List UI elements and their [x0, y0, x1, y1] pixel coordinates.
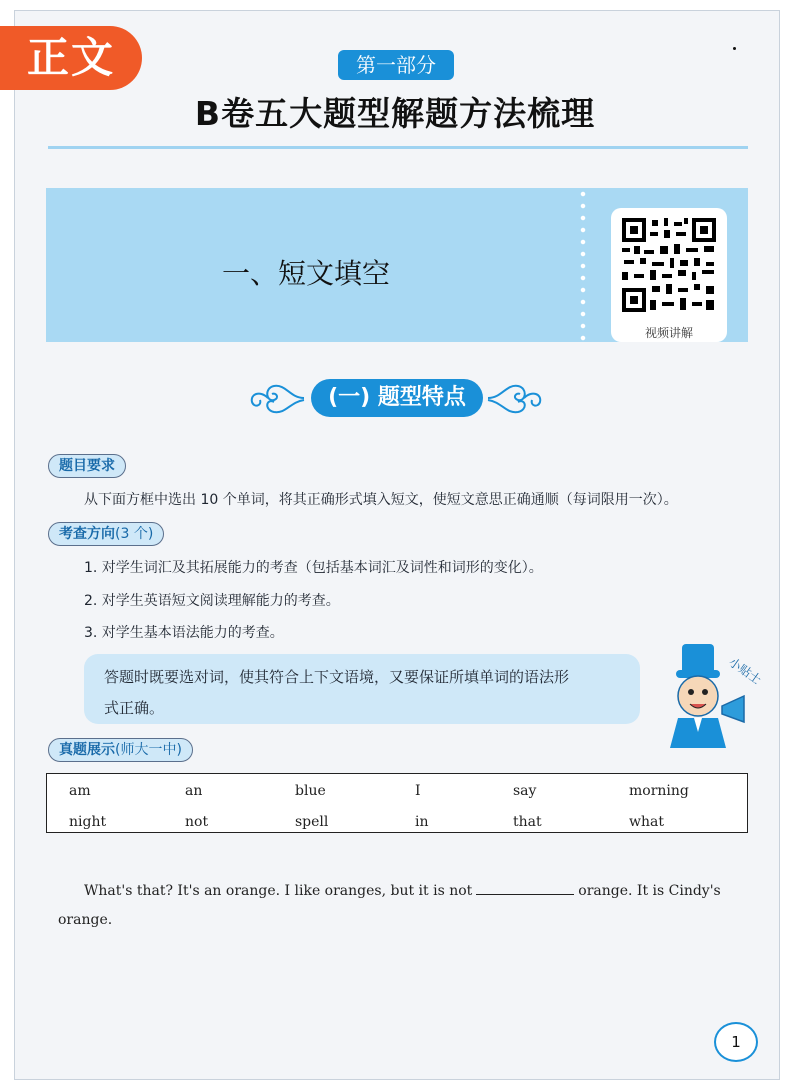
- word-box-item: what: [629, 814, 664, 830]
- mascot-label: 小贴士: [726, 654, 764, 688]
- page-number: 1: [714, 1022, 758, 1062]
- qr-caption: 视频讲解: [644, 326, 693, 340]
- word-box: [46, 773, 748, 833]
- section-title: 一、短文填空: [222, 257, 391, 290]
- qr-card[interactable]: [611, 208, 727, 342]
- word-box-item: am: [69, 783, 91, 799]
- page-title: B卷五大题型解题方法梳理: [194, 94, 596, 133]
- example-label: [48, 738, 193, 762]
- page-dot: [733, 47, 736, 50]
- qr-code-icon: [620, 216, 718, 314]
- banner-dots: [578, 188, 588, 342]
- directions-label-text: 考查方向: [59, 526, 115, 542]
- passage-after-blank: orange. It is Cindy's: [578, 883, 721, 899]
- word-box-item: not: [185, 814, 209, 830]
- word-box-item: night: [69, 814, 107, 830]
- answer-blank[interactable]: [476, 882, 574, 895]
- direction-item: 3. 对学生基本语法能力的考查。: [84, 625, 284, 641]
- requirements-text: 从下面方框中选出 10 个单词，将其正确形式填入短文，使短文意思正确通顺（每词限用一次）。: [84, 492, 678, 508]
- requirements-label: 题目要求: [48, 454, 126, 478]
- directions-label: [48, 522, 164, 546]
- word-box-item: in: [415, 814, 429, 830]
- word-box-item: morning: [629, 783, 689, 799]
- tip-line-1: 答题时既要选对词，使其符合上下文语境，又要保证所填单词的语法形: [104, 668, 570, 686]
- part-label: 第一部分: [338, 50, 454, 80]
- word-box-item: I: [415, 783, 421, 799]
- flourish-left-icon: [246, 376, 306, 420]
- directions-count: (3 个): [115, 526, 154, 542]
- section-badge: 正文: [0, 26, 142, 90]
- passage-line-2: orange.: [58, 912, 113, 928]
- mascot-icon: [648, 640, 764, 752]
- flourish-right-icon: [486, 376, 546, 420]
- tip-line-2: 式正确。: [104, 699, 165, 717]
- word-box-item: an: [185, 783, 203, 799]
- title-divider: [48, 146, 748, 149]
- example-label-text: 真题展示: [59, 742, 115, 758]
- subsection-title: (一) 题型特点: [311, 379, 483, 417]
- direction-item: 1. 对学生词汇及其拓展能力的考查（包括基本词汇及词性和词形的变化）。: [84, 560, 543, 576]
- example-source: (师大一中): [115, 742, 182, 758]
- tip-box: [84, 654, 640, 724]
- passage-before-blank: What's that? It's an orange. I like oranges, but it is not: [84, 883, 473, 899]
- word-box-item: say: [513, 783, 537, 799]
- direction-item: 2. 对学生英语短文阅读理解能力的考查。: [84, 593, 340, 609]
- word-box-item: blue: [295, 783, 326, 799]
- word-box-item: that: [513, 814, 542, 830]
- passage-line-1: [84, 882, 721, 899]
- word-box-item: spell: [295, 814, 329, 830]
